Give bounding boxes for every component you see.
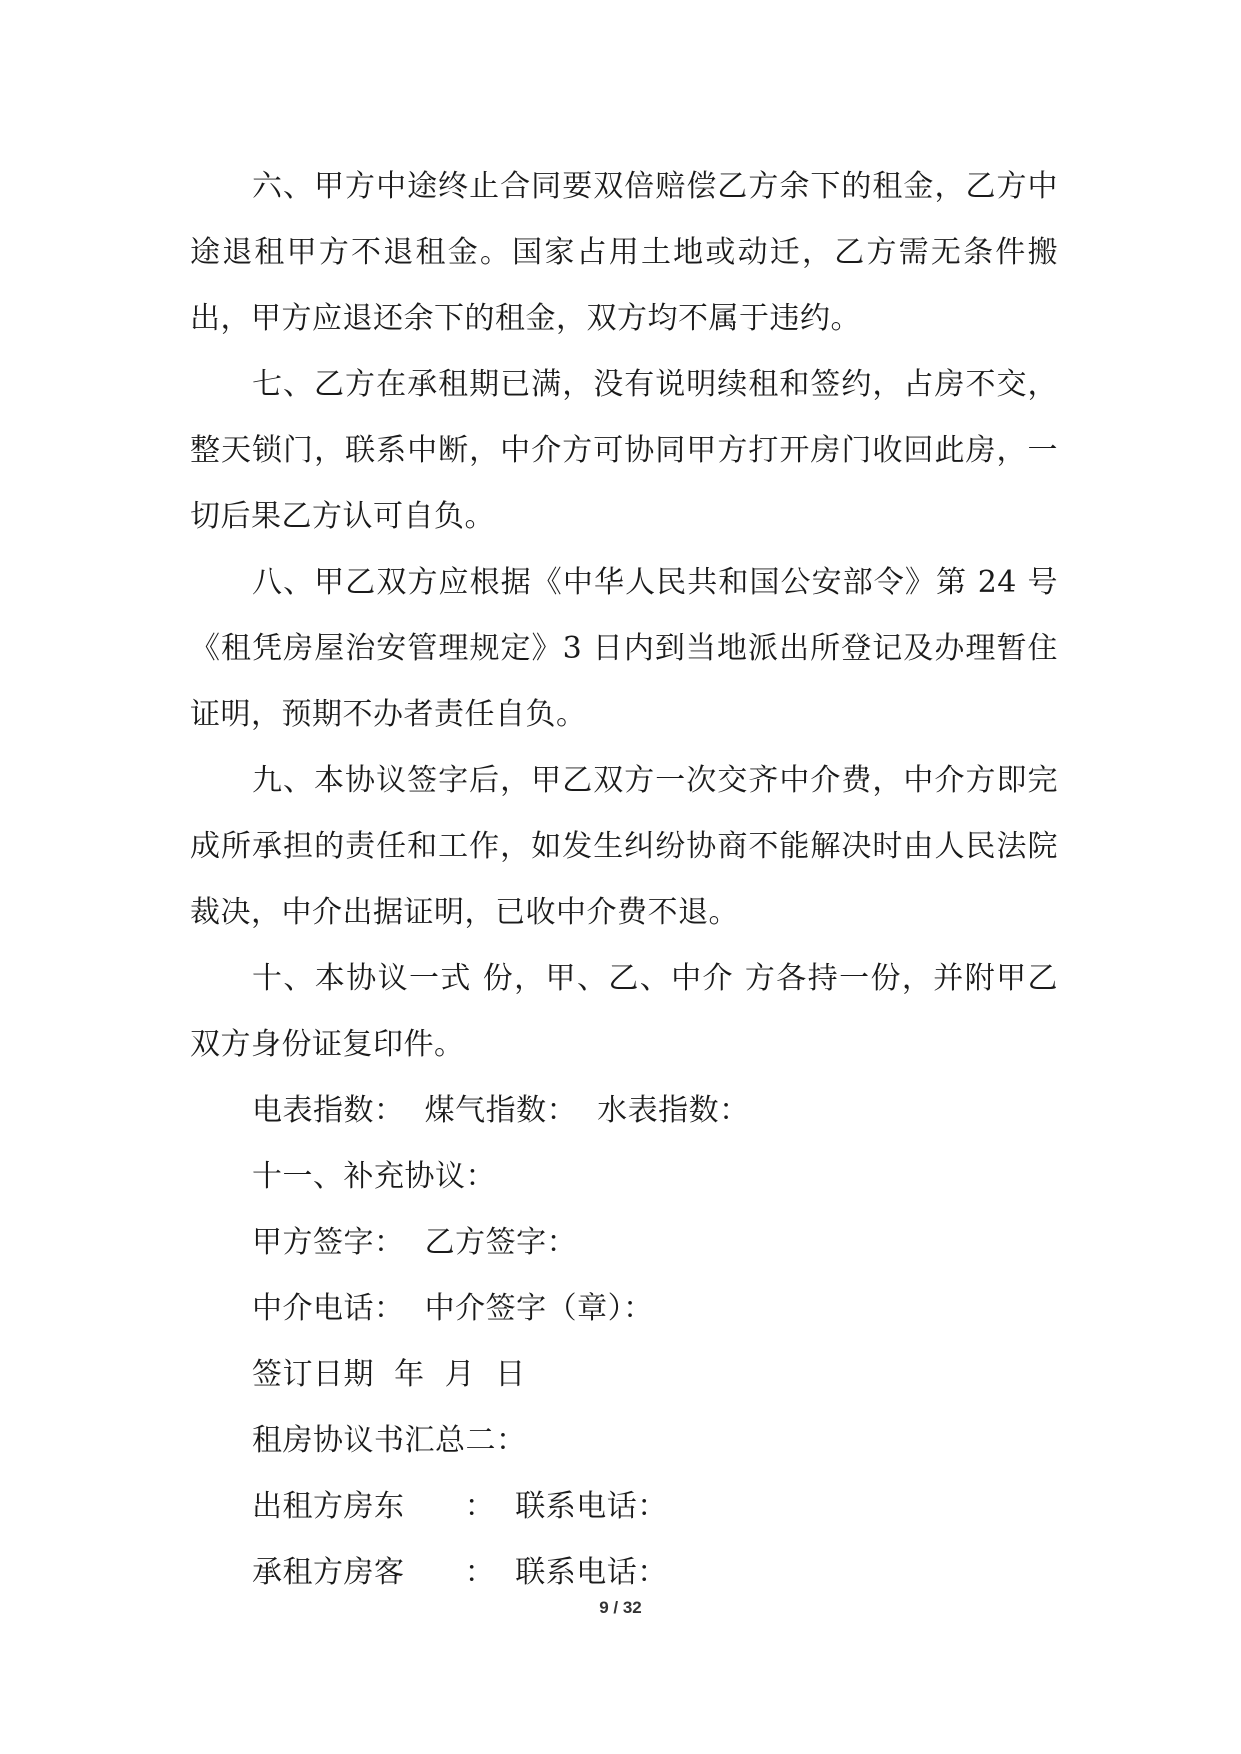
landlord-contact-line: 出租方房东 ： 联系电话：: [252, 1489, 668, 1524]
document-body: [190, 154, 1058, 1606]
page-number: 9 / 32: [599, 1598, 642, 1617]
clause-9-paragraph: 九、本协议签字后，甲乙双方一次交齐中介费，中介方即完成所承担的责任和工作，如发生纠纷协商不能解决时由人民法院裁决，中介出据证明，已收中介费不退。: [190, 763, 1058, 930]
agency-contact-line: 中介电话： 中介签字（章）：: [252, 1291, 654, 1326]
tenant-contact-line: 承租方房客 ： 联系电话：: [252, 1555, 668, 1590]
clause-11-supplement-line: 十一、补充协议：: [252, 1159, 496, 1194]
clause-7-paragraph: 七、乙方在承租期已满，没有说明续租和签约，占房不交，整天锁门，联系中断，中介方可协同甲方打开房门收回此房，一切后果乙方认可自负。: [190, 367, 1058, 534]
clause-6-paragraph: 六、甲方中途终止合同要双倍赔偿乙方余下的租金，乙方中途退租甲方不退租金。国家占用土地或动迁，乙方需无条件搬出，甲方应退还余下的租金，双方均不属于违约。: [190, 169, 1058, 336]
section-heading-line: 租房协议书汇总二：: [252, 1423, 527, 1458]
clause-10-paragraph: 十、本协议一式 份，甲、乙、中介 方各持一份，并附甲乙双方身份证复印件。: [190, 961, 1058, 1062]
signing-date-line: 签订日期 年 月 日: [252, 1357, 526, 1392]
party-signatures-line: 甲方签字： 乙方签字：: [252, 1225, 578, 1260]
clause-8-paragraph: 八、甲乙双方应根据《中华人民共和国公安部令》第 24 号《租凭房屋治安管理规定》3 日内到当地派出所登记及办理暂住证明，预期不办者责任自负。: [190, 565, 1058, 732]
meter-readings-line: 电表指数： 煤气指数： 水表指数：: [252, 1093, 750, 1128]
